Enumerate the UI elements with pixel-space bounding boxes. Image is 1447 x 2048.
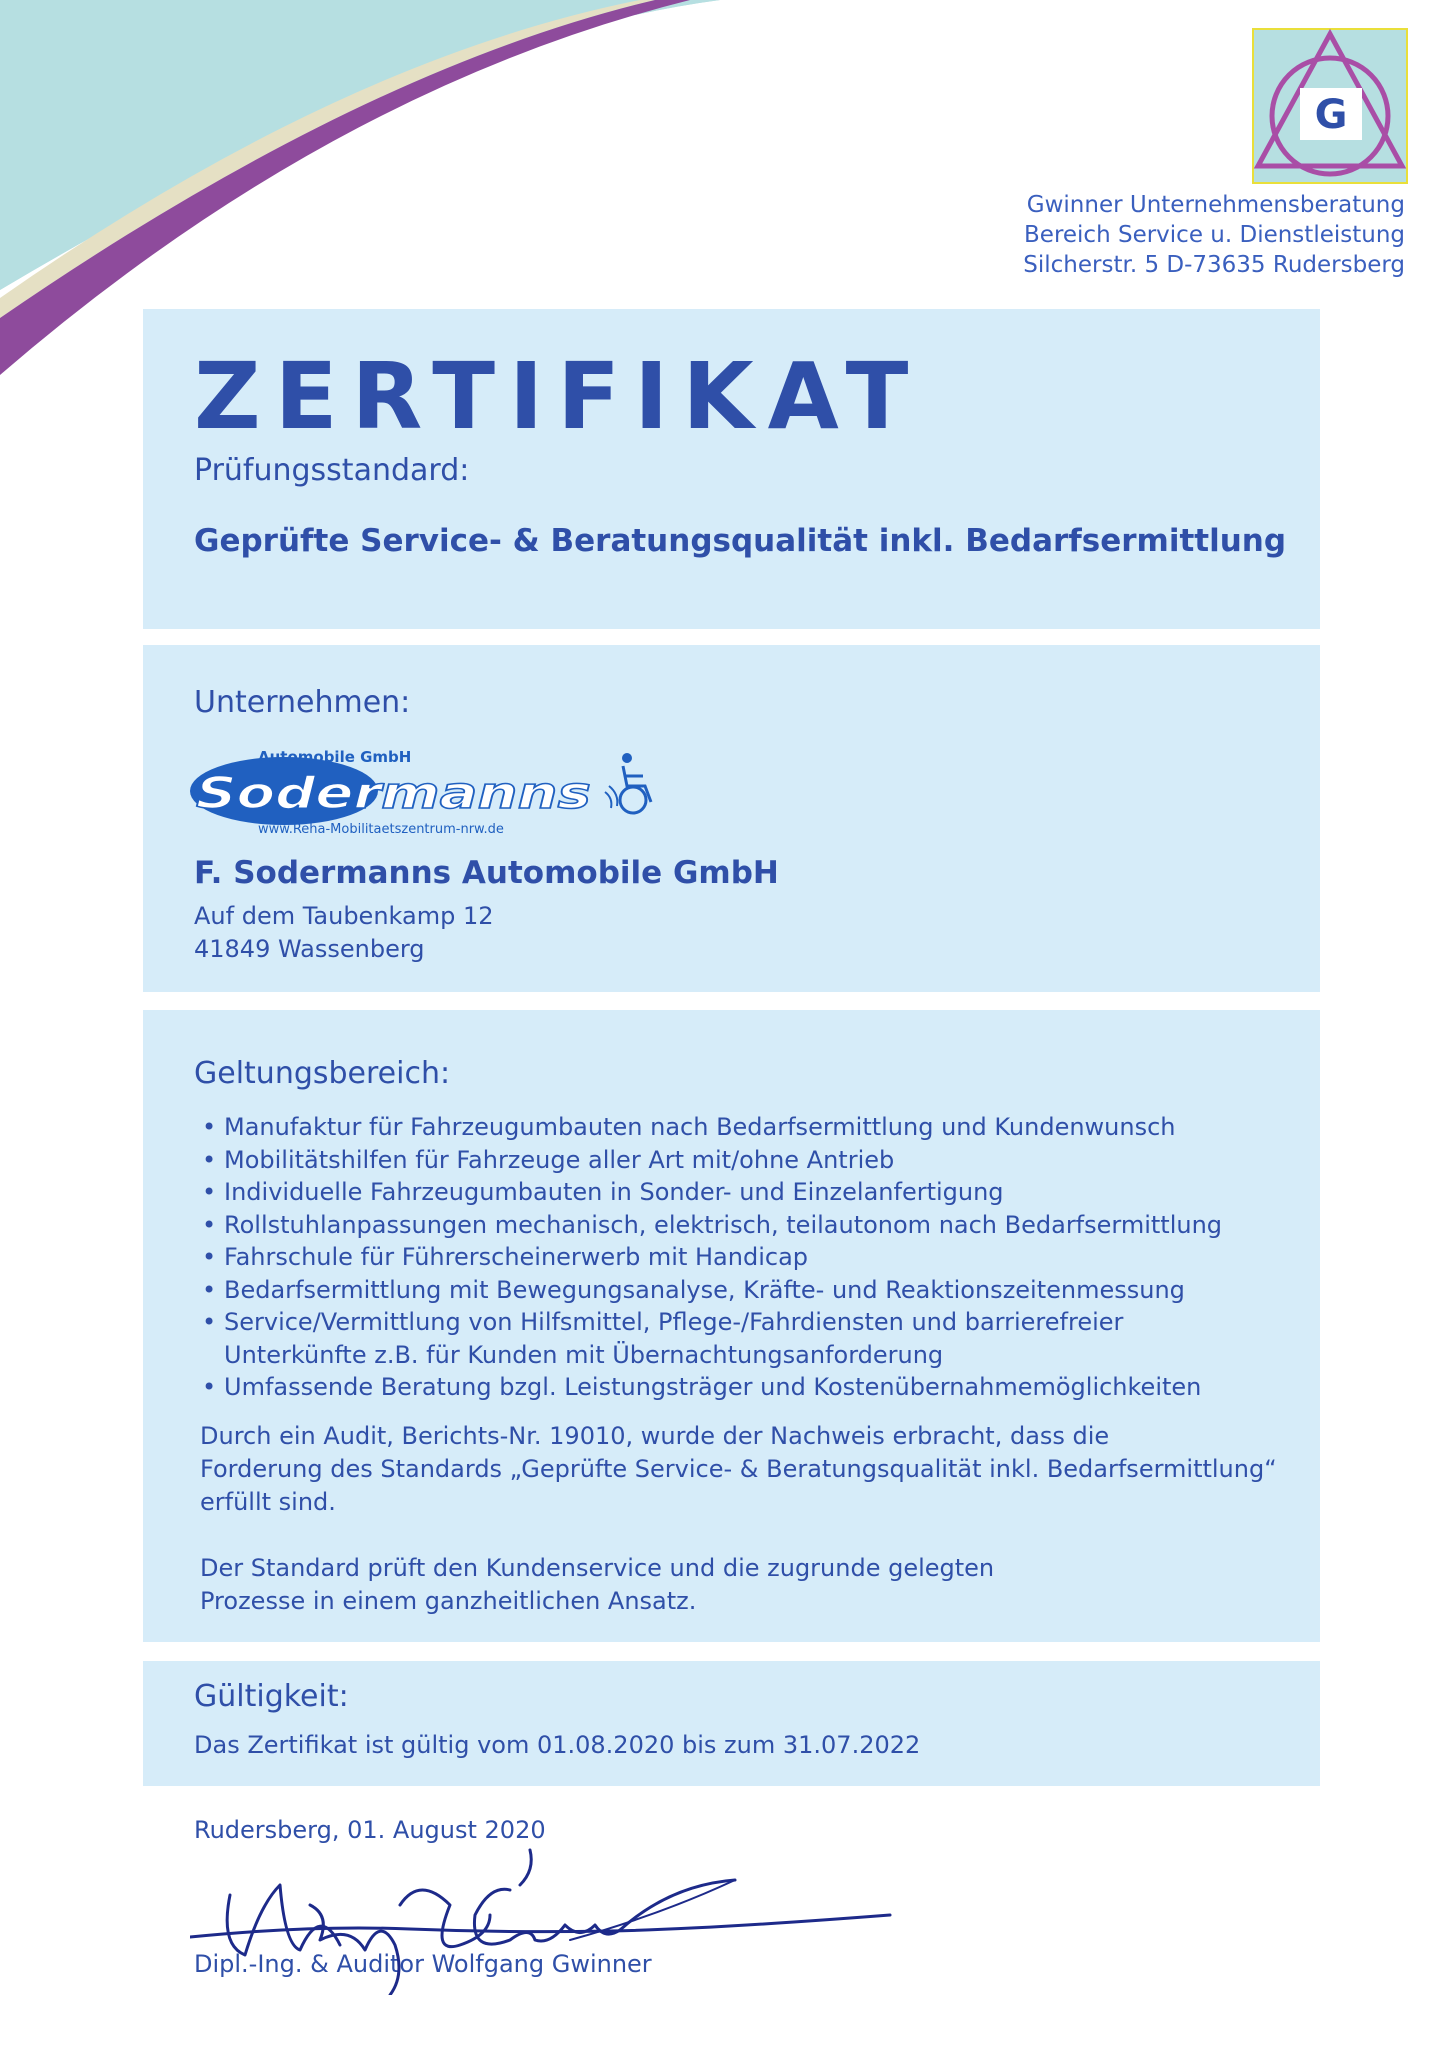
scope-list [202, 1111, 1222, 1404]
company-logo-url: www.Reha-Mobilitaetszentrum-nrw.de [258, 822, 504, 837]
company-street: Auf dem Taubenkamp 12 [194, 902, 494, 930]
company-logo-top-text: Automobile GmbH [258, 748, 412, 766]
wheelchair-icon [605, 753, 651, 813]
standard-name: Geprüfte Service- & Beratungsqualität inkl. Bedarfsermittlung [194, 523, 1287, 559]
company-label: Unternehmen: [194, 685, 411, 720]
scope-list-item-continuation: Unterkünfte z.B. für Kunden mit Übernachtungsanforderung [224, 1340, 944, 1369]
scope-label: Geltungsbereich: [194, 1056, 451, 1091]
issuer-logo-letter: G [1314, 92, 1348, 138]
scope-list-item: • Manufaktur für Fahrzeugumbauten nach Bedarfsermittlung und Kundenwunsch [202, 1111, 1222, 1144]
issuer-name: Gwinner Unternehmensberatung [1026, 192, 1405, 218]
standard-text-line-2: Prozesse in einem ganzheitlichen Ansatz. [200, 1587, 697, 1615]
handwritten-signature [190, 1845, 930, 1995]
audit-text-line-1: Durch ein Audit, Berichts-Nr. 19010, wurde der Nachweis erbracht, dass die [200, 1422, 1110, 1450]
scope-list-item: • Fahrschule für Führerscheinerwerb mit Handicap [202, 1241, 1222, 1274]
company-panel [143, 645, 1320, 992]
scope-list-item [202, 1306, 1222, 1371]
validity-text: Das Zertifikat ist gültig vom 01.08.2020 bis zum 31.07.2022 [194, 1731, 921, 1759]
issuer-department: Bereich Service u. Dienstleistung [1024, 222, 1405, 248]
scope-list-item: • Individuelle Fahrzeugumbauten in Sonder- und Einzelanfertigung [202, 1176, 1222, 1209]
issuer-logo [1252, 28, 1408, 184]
certificate-header-panel [143, 309, 1320, 629]
audit-text-line-3: erfüllt sind. [200, 1488, 336, 1516]
scope-list-item: • Umfassende Beratung bzgl. Leistungsträger und Kostenübernahmemöglichkeiten [202, 1371, 1222, 1404]
scope-list-item: • Mobilitätshilfen für Fahrzeuge aller Art mit/ohne Antrieb [202, 1144, 1222, 1177]
issuer-address-block [1023, 190, 1405, 280]
place-date: Rudersberg, 01. August 2020 [194, 1816, 546, 1844]
company-logo-brand: Sodermanns [196, 768, 591, 819]
standard-text-line-1: Der Standard prüft den Kundenservice und die zugrunde gelegten [200, 1554, 995, 1582]
scope-list-item: • Rollstuhlanpassungen mechanisch, elektrisch, teilautonom nach Bedarfsermittlung [202, 1209, 1222, 1242]
scope-list-item-text: Service/Vermittlung von Hilfsmittel, Pflege-/Fahrdiensten und barrierefreier [224, 1308, 1124, 1336]
company-name: F. Sodermanns Automobile GmbH [194, 855, 779, 891]
signer-name: Dipl.-Ing. & Auditor Wolfgang Gwinner [194, 1950, 652, 1978]
standard-label: Prüfungsstandard: [194, 453, 470, 488]
certificate-title: ZERTIFIKAT [194, 343, 923, 450]
scope-list-item: • Bedarfsermittlung mit Bewegungsanalyse, Kräfte- und Reaktionszeitenmessung [202, 1274, 1222, 1307]
scope-panel [143, 1010, 1320, 1642]
issuer-address: Silcherstr. 5 D-73635 Rudersberg [1023, 252, 1405, 278]
audit-text-line-2: Forderung des Standards „Geprüfte Service- & Beratungsqualität inkl. Bedarfsermittlung“ [200, 1455, 1277, 1483]
validity-label: Gültigkeit: [194, 1679, 349, 1714]
company-logo [188, 745, 668, 840]
validity-panel [143, 1661, 1320, 1786]
company-city: 41849 Wassenberg [194, 935, 425, 963]
